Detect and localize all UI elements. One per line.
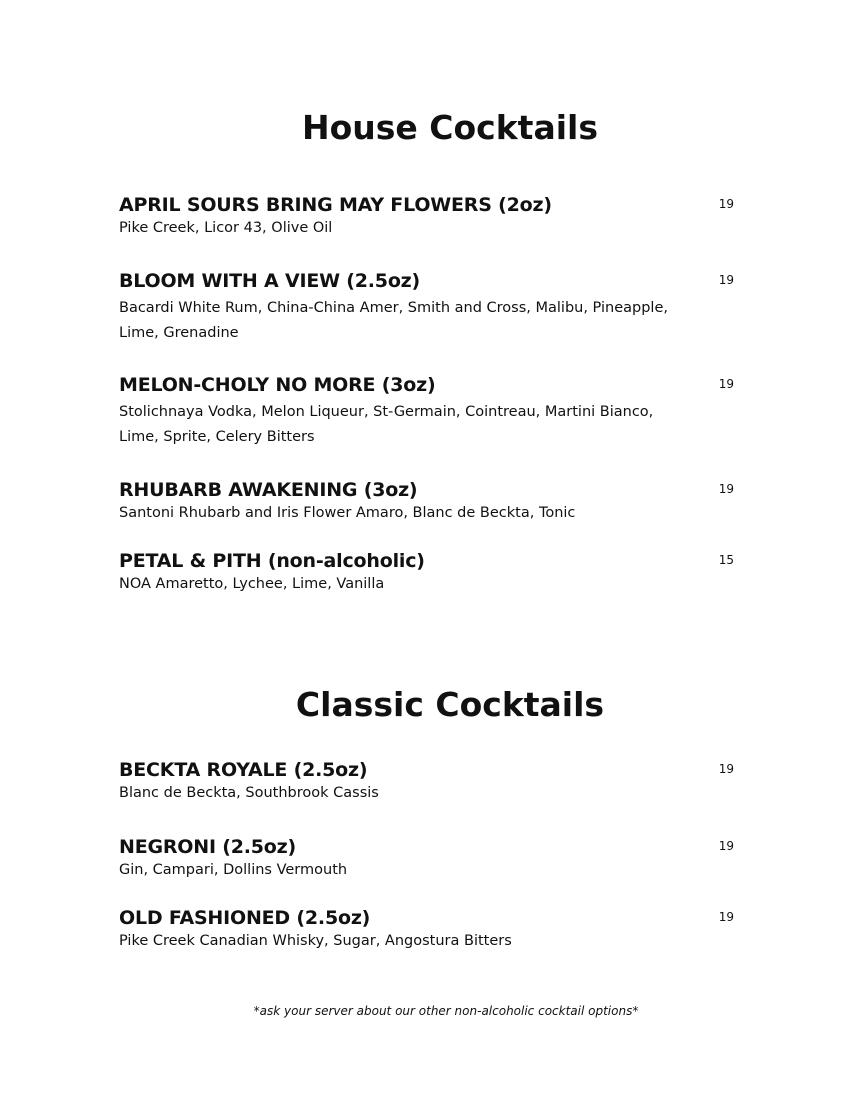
menu-item-price: 19 xyxy=(718,273,734,287)
menu-item-description: Santoni Rhubarb and Iris Flower Amaro, Blanc de Beckta, Tonic xyxy=(119,505,576,521)
menu-item-name: BLOOM WITH A VIEW (2.5oz) xyxy=(119,270,421,292)
menu-item-price: 19 xyxy=(718,197,734,211)
menu-item-melon-choly xyxy=(119,373,734,450)
menu-item-header xyxy=(119,549,734,573)
menu-item-description: Blanc de Beckta, Southbrook Cassis xyxy=(119,785,379,801)
menu-item-name: NEGRONI (2.5oz) xyxy=(119,836,296,858)
menu-item-description: Pike Creek, Licor 43, Olive Oil xyxy=(119,220,333,236)
menu-item-header xyxy=(119,269,734,293)
menu-item-name: OLD FASHIONED (2.5oz) xyxy=(119,907,371,929)
menu-item-old-fashioned xyxy=(119,906,734,952)
menu-item-header xyxy=(119,193,734,217)
menu-item-header xyxy=(119,835,734,859)
menu-item-price: 19 xyxy=(718,377,734,391)
footnote: *ask your server about our other non-alcoholic cocktail options* xyxy=(253,1004,639,1018)
menu-item-april-sours xyxy=(119,193,734,239)
menu-item-beckta-royale xyxy=(119,758,734,804)
menu-item-negroni xyxy=(119,835,734,881)
menu-item-description: Stolichnaya Vodka, Melon Liqueur, St-Germain, Cointreau, Martini Bianco, Lime, Sprite, Celery Bitters xyxy=(119,404,654,445)
menu-item-header xyxy=(119,758,734,782)
menu-item-price: 19 xyxy=(718,910,734,924)
section-title-classic-cocktails: Classic Cocktails xyxy=(295,685,605,724)
menu-item-price: 19 xyxy=(718,482,734,496)
menu-item-description: NOA Amaretto, Lychee, Lime, Vanilla xyxy=(119,576,385,592)
menu-item-name: MELON-CHOLY NO MORE (3oz) xyxy=(119,374,436,396)
section-title-house-cocktails: House Cocktails xyxy=(301,108,598,147)
menu-item-name: RHUBARB AWAKENING (3oz) xyxy=(119,479,418,501)
menu-item-price: 19 xyxy=(718,762,734,776)
menu-item-rhubarb-awakening xyxy=(119,478,734,524)
menu-item-price: 15 xyxy=(718,553,734,567)
menu-item-name: PETAL & PITH (non-alcoholic) xyxy=(119,550,425,572)
menu-item-header xyxy=(119,373,734,397)
menu-item-description: Gin, Campari, Dollins Vermouth xyxy=(119,862,348,878)
menu-item-description: Bacardi White Rum, China-China Amer, Smith and Cross, Malibu, Pineapple, Lime, Grenadine xyxy=(119,300,668,341)
menu-item-name: BECKTA ROYALE (2.5oz) xyxy=(119,759,368,781)
menu-item-header xyxy=(119,906,734,930)
menu-item-bloom-with-a-view xyxy=(119,269,734,346)
menu-item-header xyxy=(119,478,734,502)
menu-item-price: 19 xyxy=(718,839,734,853)
menu-item-description: Pike Creek Canadian Whisky, Sugar, Angostura Bitters xyxy=(119,933,512,949)
menu-item-name: APRIL SOURS BRING MAY FLOWERS (2oz) xyxy=(119,194,552,216)
menu-item-petal-and-pith xyxy=(119,549,734,595)
